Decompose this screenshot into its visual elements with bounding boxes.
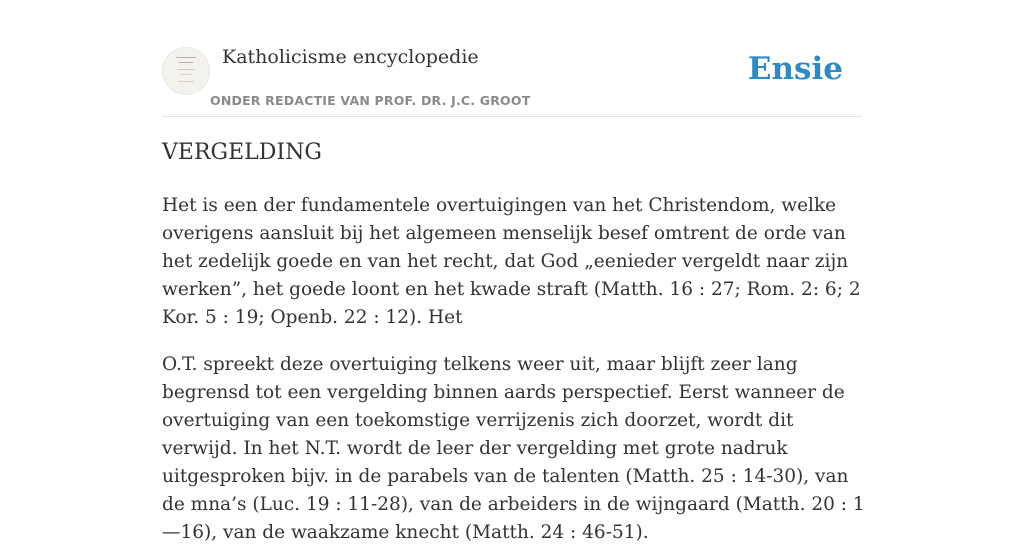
article-paragraph-2: O.T. spreekt deze overtuiging telkens weer uit, maar blijft zeer lang begrensd tot een vergelding binnen aards perspectief. Eerst wanneer de overtuiging van een toekomstige verrijzenis zich doorzet, wordt dit verwijd. In het N.T. wordt de leer der vergelding met grote nadruk uitgesproken bijv. in de parabels van de talenten (Matth. 25 : 14-30), van de mna’s (Luc. 19 : 11-28), van de arbeiders in de wijngaard (Matth. 20 : 1—16), van de waakzame knecht (Matth. 24 : 46-51).: [162, 354, 865, 543]
site-title-link[interactable]: Katholicisme encyclopedie: [222, 46, 479, 68]
article-paragraph-1: Het is een der fundamentele overtuigingen van het Christendom, welke overigens aansluit bij het algemeen menselijk besef omtrent de orde van het zedelijk goede en van het recht, dat God „eenieder vergeldt naar zijn werken”, het goede loont en het kwade straft (Matth. 16 : 27; Rom. 2: 6; 2 Kor. 5 : 19; Openb. 22 : 12). Het: [162, 195, 861, 328]
page: [162, 0, 865, 543]
article-title: VERGELDING: [162, 140, 322, 165]
ensie-logo-link[interactable]: Ensie: [747, 51, 843, 87]
site-header: [162, 0, 862, 117]
editor-subtitle: ONDER REDACTIE VAN PROF. DR. J.C. GROOT: [210, 93, 531, 108]
book-cover-icon[interactable]: [162, 47, 210, 95]
